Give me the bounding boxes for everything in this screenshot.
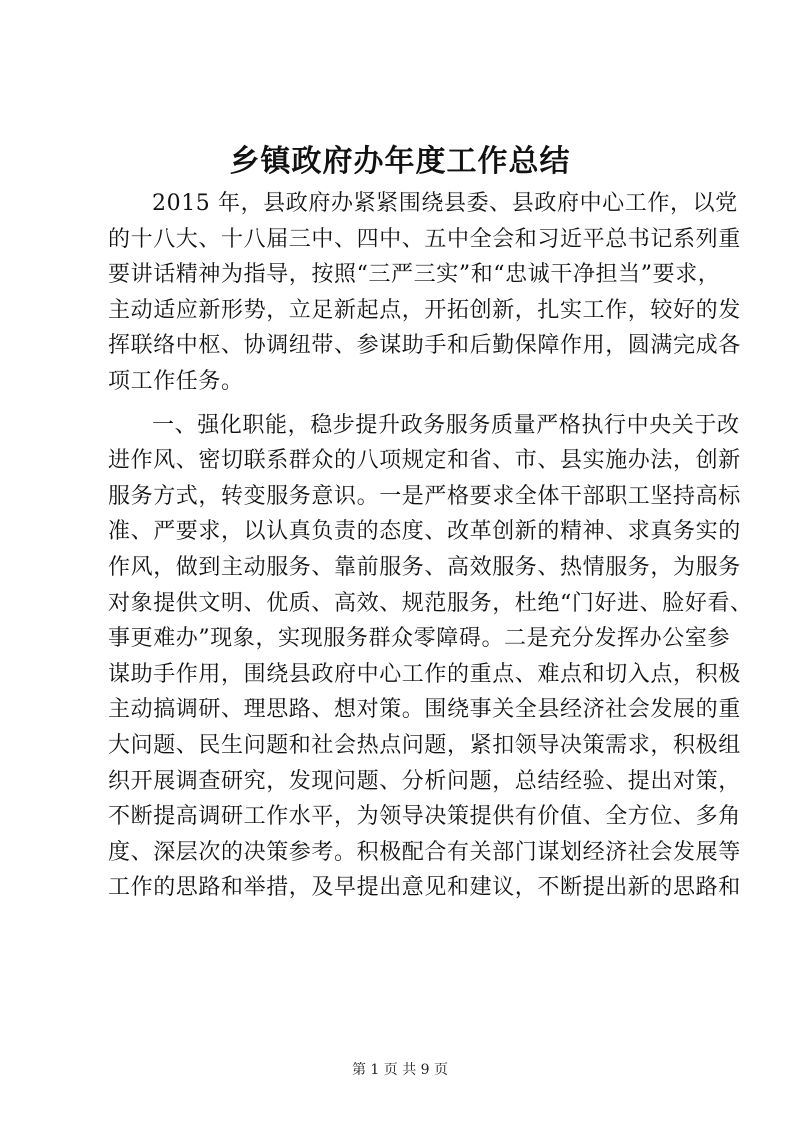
document-title: 乡镇政府办年度工作总结 [229, 144, 571, 179]
text-line: 主动适应新形势，立足新起点，开拓创新，扎实工作，较好的发 [108, 297, 741, 323]
text-line: 项工作任务。 [108, 368, 244, 394]
text-line: 不断提高调研工作水平，为领导决策提供有价值、全方位、多角 [108, 804, 741, 830]
text-line: 进作风、密切联系群众的八项规定和省、市、县实施办法，创新 [108, 448, 741, 474]
text-line: 作风，做到主动服务、靠前服务、高效服务、热情服务，为服务 [108, 554, 741, 580]
text-line: 准、严要求，以认真负责的态度、改革创新的精神、求真务实的 [108, 519, 741, 545]
text-line: 对象提供文明、优质、高效、规范服务，杜绝“门好进、脸好看、 [108, 590, 753, 616]
text-line: 一、强化职能，稳步提升政务服务质量严格执行中央关于改 [152, 412, 740, 438]
document-body [108, 186, 753, 906]
text-line: 服务方式，转变服务意识。一是严格要求全体干部职工坚持高标 [108, 483, 741, 509]
text-line: 的十八大、十八届三中、四中、五中全会和习近平总书记系列重 [108, 226, 741, 252]
paragraph-spacer [108, 400, 714, 408]
text-line: 要讲话精神为指导，按照“三严三实”和“忠诚干净担当”要求， [108, 262, 721, 288]
text-line: 事更难办”现象，实现服务群众零障碍。二是充分发挥办公室参 [108, 626, 731, 652]
page-number-footer: 第 1 页 共 9 页 [351, 1062, 449, 1078]
text-line: 挥联络中枢、协调纽带、参谋助手和后勤保障作用，圆满完成各 [108, 333, 741, 359]
text-line: 工作的思路和举措，及早提出意见和建议，不断提出新的思路和 [108, 875, 741, 901]
text-line: 大问题、民生问题和社会热点问题，紧扣领导决策需求，积极组 [108, 732, 741, 758]
text-line: 织开展调查研究，发现问题、分析问题，总结经验、提出对策， [108, 768, 741, 794]
paragraph-section-one [108, 408, 753, 906]
text-line: 度、深层次的决策参考。积极配合有关部门谋划经济社会发展等 [108, 839, 741, 865]
text-line: 2015 年，县政府办紧紧围绕县委、县政府中心工作，以党 [152, 191, 738, 216]
text-line: 谋助手作用，围绕县政府中心工作的重点、难点和切入点，积极 [108, 661, 741, 687]
paragraph-intro [108, 186, 741, 400]
text-line: 主动搞调研、理思路、想对策。围绕事关全县经济社会发展的重 [108, 697, 741, 723]
